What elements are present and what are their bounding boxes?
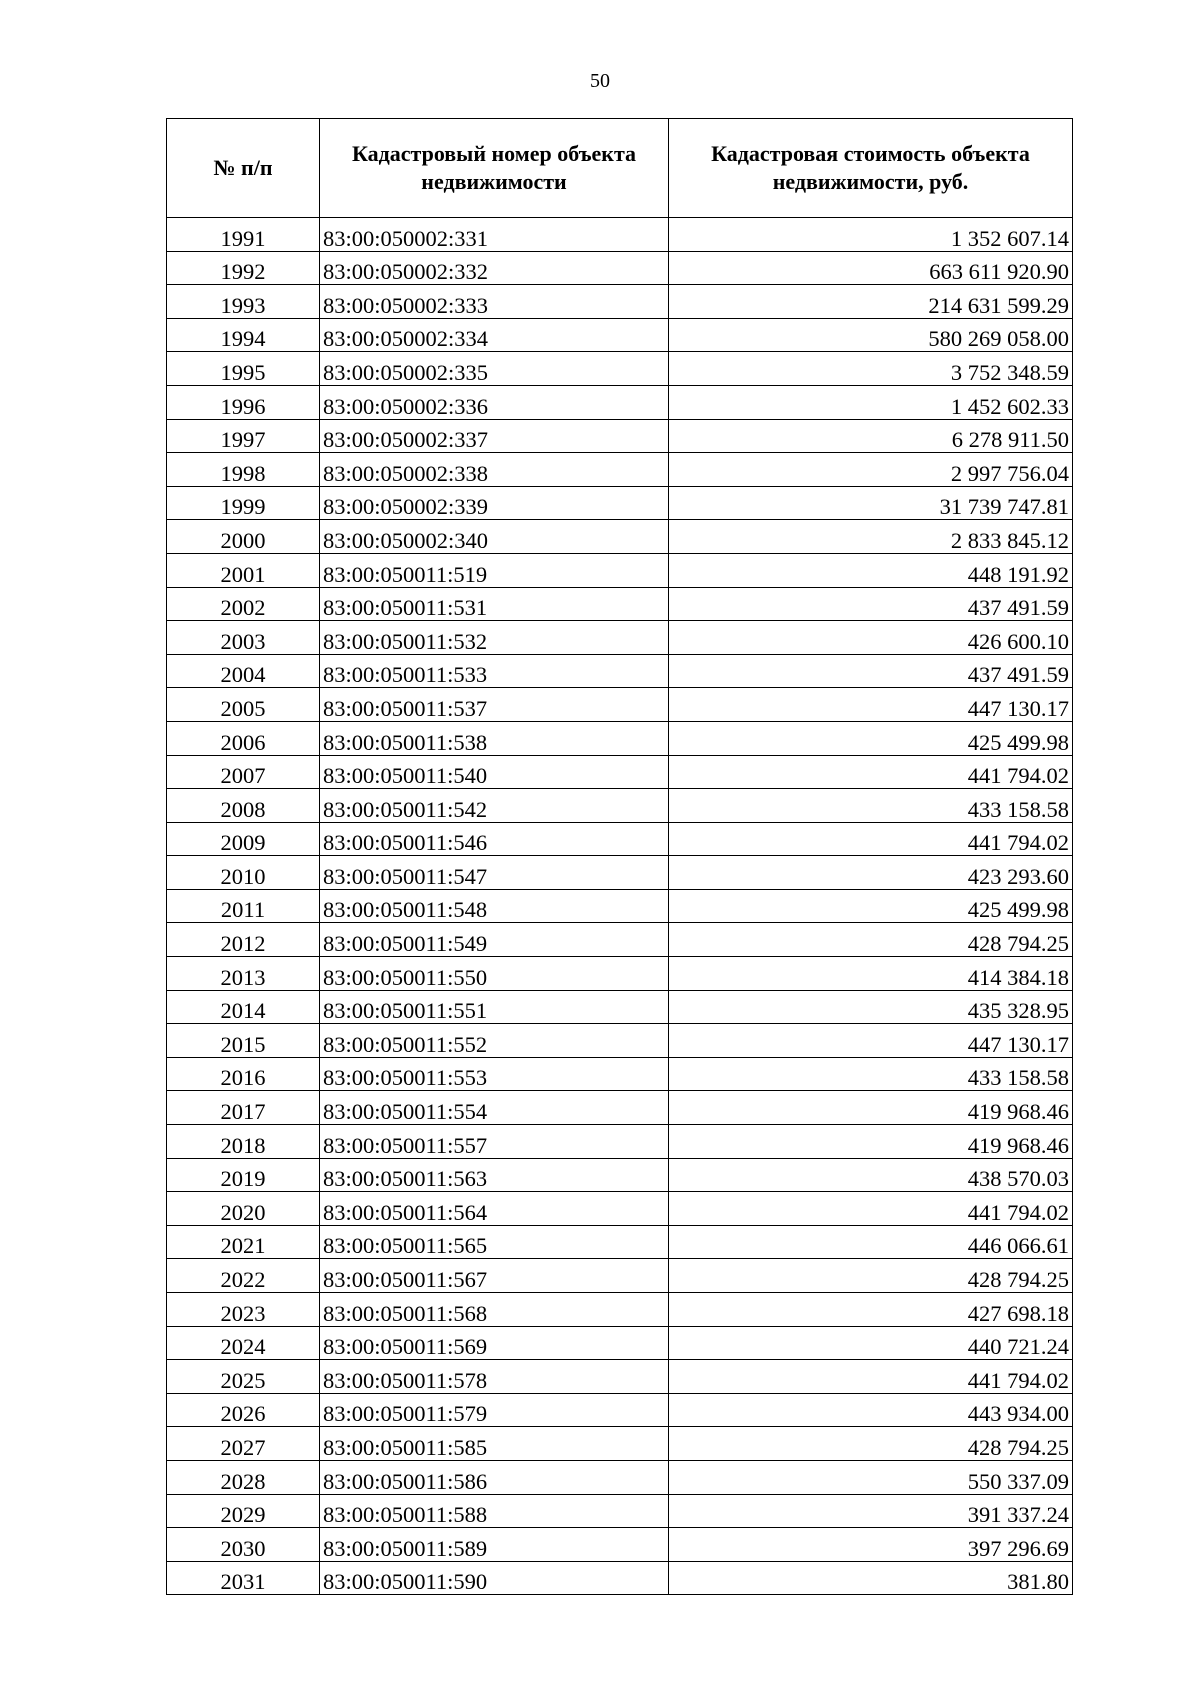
table-row [167, 1024, 1073, 1058]
cadastral-number-cell: 83:00:050011:578 [320, 1360, 669, 1394]
cadastral-cost-cell: 1 452 602.33 [669, 385, 1073, 419]
cadastral-number-cell: 83:00:050002:332 [320, 251, 669, 285]
cadastral-number-cell: 83:00:050011:586 [320, 1460, 669, 1494]
row-number-cell: 1992 [167, 251, 320, 285]
table-row [167, 789, 1073, 823]
cadastral-cost-cell: 419 968.46 [669, 1091, 1073, 1125]
row-number-cell: 2022 [167, 1259, 320, 1293]
cadastral-cost-cell: 6 278 911.50 [669, 419, 1073, 453]
table-row [167, 587, 1073, 621]
cadastral-value-table [166, 118, 1073, 1595]
cadastral-number-cell: 83:00:050011:551 [320, 990, 669, 1024]
cadastral-number-cell: 83:00:050011:589 [320, 1528, 669, 1562]
row-number-cell: 1996 [167, 385, 320, 419]
row-number-cell: 2021 [167, 1225, 320, 1259]
table-body [167, 218, 1073, 1595]
table-row [167, 856, 1073, 890]
cadastral-cost-cell: 423 293.60 [669, 856, 1073, 890]
cadastral-number-cell: 83:00:050011:537 [320, 688, 669, 722]
row-number-cell: 2028 [167, 1460, 320, 1494]
cadastral-cost-cell: 425 499.98 [669, 721, 1073, 755]
row-number-cell: 2015 [167, 1024, 320, 1058]
table-row [167, 1057, 1073, 1091]
table-row [167, 520, 1073, 554]
cadastral-cost-cell: 447 130.17 [669, 688, 1073, 722]
table-row [167, 1326, 1073, 1360]
cadastral-number-cell: 83:00:050011:554 [320, 1091, 669, 1125]
row-number-cell: 2000 [167, 520, 320, 554]
row-number-cell: 2008 [167, 789, 320, 823]
cadastral-number-cell: 83:00:050002:333 [320, 285, 669, 319]
row-number-cell: 2016 [167, 1057, 320, 1091]
cadastral-cost-cell: 663 611 920.90 [669, 251, 1073, 285]
cadastral-number-cell: 83:00:050011:538 [320, 721, 669, 755]
table-row [167, 1427, 1073, 1461]
cadastral-cost-cell: 427 698.18 [669, 1293, 1073, 1327]
row-number-cell: 2031 [167, 1561, 320, 1595]
cadastral-cost-cell: 580 269 058.00 [669, 318, 1073, 352]
cadastral-cost-cell: 214 631 599.29 [669, 285, 1073, 319]
row-number-cell: 2010 [167, 856, 320, 890]
table-row [167, 755, 1073, 789]
cadastral-cost-cell: 419 968.46 [669, 1125, 1073, 1159]
table-row [167, 1360, 1073, 1394]
cadastral-cost-cell: 428 794.25 [669, 923, 1073, 957]
table-row [167, 889, 1073, 923]
row-number-cell: 2014 [167, 990, 320, 1024]
row-number-cell: 2004 [167, 654, 320, 688]
row-number-cell: 1993 [167, 285, 320, 319]
table-row [167, 822, 1073, 856]
row-number-cell: 1998 [167, 453, 320, 487]
cadastral-cost-cell: 3 752 348.59 [669, 352, 1073, 386]
cadastral-number-cell: 83:00:050002:335 [320, 352, 669, 386]
cadastral-number-cell: 83:00:050011:533 [320, 654, 669, 688]
cadastral-cost-cell: 381.80 [669, 1561, 1073, 1595]
table-row [167, 1125, 1073, 1159]
table-row [167, 1259, 1073, 1293]
row-number-cell: 2019 [167, 1158, 320, 1192]
cadastral-number-cell: 83:00:050011:590 [320, 1561, 669, 1595]
row-number-cell: 2020 [167, 1192, 320, 1226]
cadastral-number-cell: 83:00:050011:552 [320, 1024, 669, 1058]
row-number-cell: 2006 [167, 721, 320, 755]
row-number-cell: 2001 [167, 553, 320, 587]
table-row [167, 1528, 1073, 1562]
table-row [167, 721, 1073, 755]
cadastral-number-cell: 83:00:050011:546 [320, 822, 669, 856]
row-number-cell: 1995 [167, 352, 320, 386]
cadastral-cost-cell: 437 491.59 [669, 587, 1073, 621]
cadastral-cost-cell: 414 384.18 [669, 957, 1073, 991]
row-number-cell: 2030 [167, 1528, 320, 1562]
cadastral-cost-cell: 391 337.24 [669, 1494, 1073, 1528]
table-row [167, 621, 1073, 655]
row-number-cell: 2029 [167, 1494, 320, 1528]
row-number-cell: 2026 [167, 1393, 320, 1427]
cadastral-cost-cell: 447 130.17 [669, 1024, 1073, 1058]
cadastral-cost-cell: 448 191.92 [669, 553, 1073, 587]
cadastral-number-cell: 83:00:050011:579 [320, 1393, 669, 1427]
table-row [167, 218, 1073, 252]
cadastral-cost-cell: 441 794.02 [669, 755, 1073, 789]
cadastral-cost-cell: 435 328.95 [669, 990, 1073, 1024]
cadastral-cost-cell: 433 158.58 [669, 1057, 1073, 1091]
row-number-cell: 2025 [167, 1360, 320, 1394]
cadastral-number-cell: 83:00:050011:519 [320, 553, 669, 587]
row-number-cell: 2013 [167, 957, 320, 991]
table-row [167, 318, 1073, 352]
cadastral-cost-cell: 441 794.02 [669, 1192, 1073, 1226]
table-header-row [167, 119, 1073, 218]
cadastral-number-cell: 83:00:050011:550 [320, 957, 669, 991]
cadastral-number-cell: 83:00:050011:547 [320, 856, 669, 890]
table-row [167, 486, 1073, 520]
table-row [167, 1393, 1073, 1427]
row-number-cell: 1994 [167, 318, 320, 352]
cadastral-number-cell: 83:00:050011:540 [320, 755, 669, 789]
table-row [167, 1091, 1073, 1125]
cadastral-cost-cell: 550 337.09 [669, 1460, 1073, 1494]
table-row [167, 923, 1073, 957]
cadastral-cost-cell: 433 158.58 [669, 789, 1073, 823]
cadastral-cost-cell: 2 997 756.04 [669, 453, 1073, 487]
table-row [167, 1561, 1073, 1595]
cadastral-number-cell: 83:00:050011:548 [320, 889, 669, 923]
row-number-cell: 1991 [167, 218, 320, 252]
table-row [167, 990, 1073, 1024]
row-number-cell: 2018 [167, 1125, 320, 1159]
table-row [167, 385, 1073, 419]
cadastral-number-cell: 83:00:050002:339 [320, 486, 669, 520]
table-row [167, 1158, 1073, 1192]
row-number-cell: 1999 [167, 486, 320, 520]
header-cadastral-cost: Кадастровая стоимость объекта недвижимости, руб. [669, 119, 1073, 218]
cadastral-cost-cell: 443 934.00 [669, 1393, 1073, 1427]
header-cadastral-number: Кадастровый номер объекта недвижимости [320, 119, 669, 218]
row-number-cell: 2012 [167, 923, 320, 957]
row-number-cell: 2009 [167, 822, 320, 856]
page-number: 50 [590, 70, 610, 92]
cadastral-number-cell: 83:00:050002:338 [320, 453, 669, 487]
row-number-cell: 2024 [167, 1326, 320, 1360]
cadastral-number-cell: 83:00:050002:336 [320, 385, 669, 419]
cadastral-cost-cell: 441 794.02 [669, 822, 1073, 856]
cadastral-number-cell: 83:00:050011:532 [320, 621, 669, 655]
row-number-cell: 2011 [167, 889, 320, 923]
table-row [167, 1192, 1073, 1226]
cadastral-number-cell: 83:00:050011:567 [320, 1259, 669, 1293]
row-number-cell: 2023 [167, 1293, 320, 1327]
table-row [167, 419, 1073, 453]
table-row [167, 453, 1073, 487]
cadastral-number-cell: 83:00:050011:588 [320, 1494, 669, 1528]
row-number-cell: 2003 [167, 621, 320, 655]
cadastral-number-cell: 83:00:050011:568 [320, 1293, 669, 1327]
cadastral-number-cell: 83:00:050011:531 [320, 587, 669, 621]
table-row [167, 654, 1073, 688]
table-row [167, 1225, 1073, 1259]
cadastral-cost-cell: 397 296.69 [669, 1528, 1073, 1562]
table-row [167, 957, 1073, 991]
table-row [167, 1494, 1073, 1528]
row-number-cell: 2017 [167, 1091, 320, 1125]
cadastral-number-cell: 83:00:050002:331 [320, 218, 669, 252]
cadastral-cost-cell: 437 491.59 [669, 654, 1073, 688]
cadastral-number-cell: 83:00:050002:334 [320, 318, 669, 352]
table-row [167, 1293, 1073, 1327]
cadastral-cost-cell: 446 066.61 [669, 1225, 1073, 1259]
header-row-number: № п/п [167, 119, 320, 218]
cadastral-number-cell: 83:00:050011:553 [320, 1057, 669, 1091]
cadastral-cost-cell: 425 499.98 [669, 889, 1073, 923]
cadastral-number-cell: 83:00:050011:564 [320, 1192, 669, 1226]
table-row [167, 553, 1073, 587]
cadastral-cost-cell: 441 794.02 [669, 1360, 1073, 1394]
cadastral-cost-cell: 440 721.24 [669, 1326, 1073, 1360]
cadastral-number-cell: 83:00:050002:337 [320, 419, 669, 453]
cadastral-number-cell: 83:00:050011:557 [320, 1125, 669, 1159]
cadastral-cost-cell: 1 352 607.14 [669, 218, 1073, 252]
cadastral-cost-cell: 428 794.25 [669, 1259, 1073, 1293]
row-number-cell: 2002 [167, 587, 320, 621]
cadastral-number-cell: 83:00:050011:585 [320, 1427, 669, 1461]
row-number-cell: 1997 [167, 419, 320, 453]
table-row [167, 688, 1073, 722]
cadastral-cost-cell: 438 570.03 [669, 1158, 1073, 1192]
cadastral-number-cell: 83:00:050011:542 [320, 789, 669, 823]
cadastral-number-cell: 83:00:050011:549 [320, 923, 669, 957]
cadastral-cost-cell: 31 739 747.81 [669, 486, 1073, 520]
row-number-cell: 2007 [167, 755, 320, 789]
cadastral-number-cell: 83:00:050011:565 [320, 1225, 669, 1259]
cadastral-cost-cell: 2 833 845.12 [669, 520, 1073, 554]
cadastral-cost-cell: 426 600.10 [669, 621, 1073, 655]
row-number-cell: 2005 [167, 688, 320, 722]
table-row [167, 285, 1073, 319]
row-number-cell: 2027 [167, 1427, 320, 1461]
cadastral-number-cell: 83:00:050011:569 [320, 1326, 669, 1360]
table-row [167, 1460, 1073, 1494]
table-row [167, 251, 1073, 285]
table-row [167, 352, 1073, 386]
cadastral-cost-cell: 428 794.25 [669, 1427, 1073, 1461]
cadastral-number-cell: 83:00:050011:563 [320, 1158, 669, 1192]
cadastral-number-cell: 83:00:050002:340 [320, 520, 669, 554]
